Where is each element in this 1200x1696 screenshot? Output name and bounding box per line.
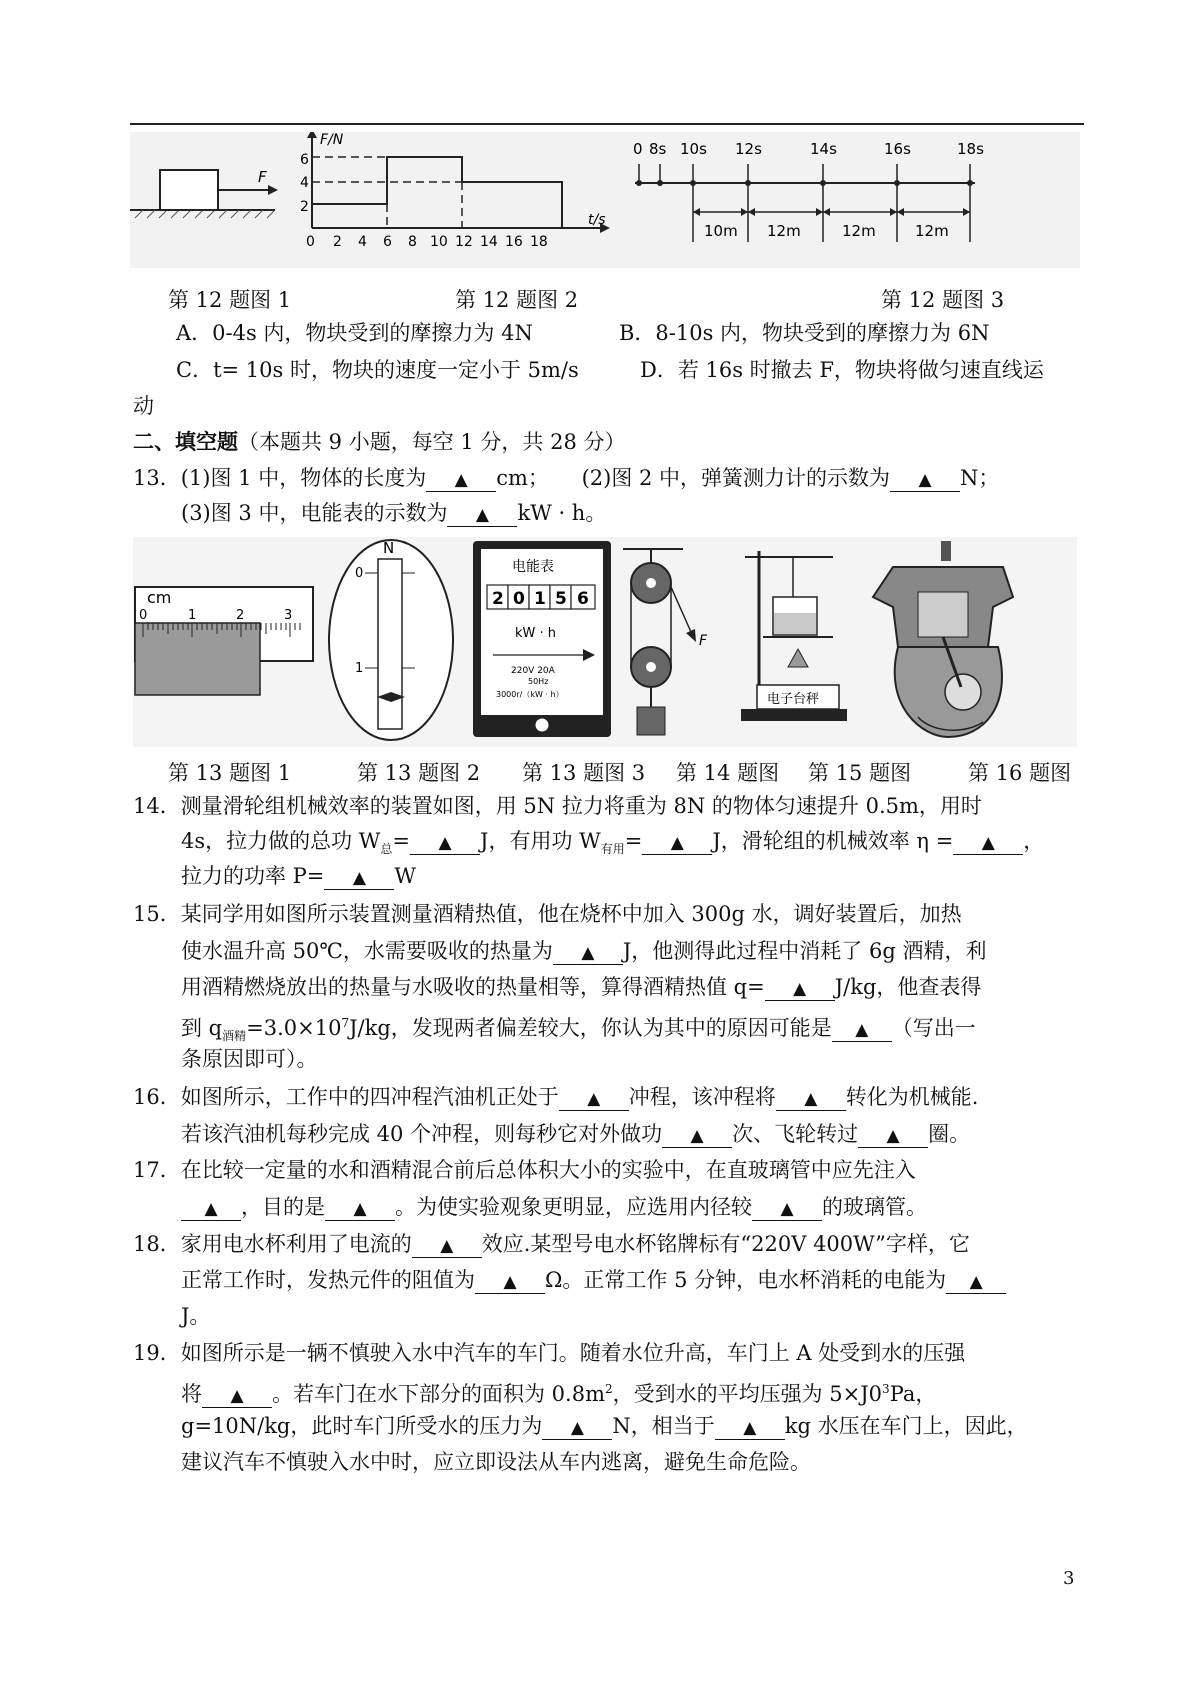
q16-text1a: 如图所示，工作中的四冲程汽油机正处于	[180, 1085, 559, 1109]
answer-blank[interactable]: ▲	[325, 1198, 395, 1221]
meter-digit: 5	[555, 589, 567, 609]
answer-blank[interactable]: ▲	[765, 978, 835, 1001]
time-label: 16s	[884, 140, 911, 158]
q14-text2e: J，滑轮组的机械效率 η =	[712, 829, 954, 853]
q17-text2a: ，目的是	[241, 1195, 325, 1219]
answer-blank[interactable]: ▲	[181, 1198, 241, 1221]
meter-digit: 0	[513, 589, 525, 609]
q15-line3	[181, 972, 981, 1002]
q19-text2c: ，受到水的平均压强为 5×J0	[612, 1382, 883, 1406]
q17-number: 17．	[133, 1158, 181, 1182]
answer-blank[interactable]: ▲	[202, 1385, 272, 1408]
q12-option-b: B．8-10s 内，物块受到的摩擦力为 6N	[619, 321, 990, 345]
q16-text2a: 若该汽油机每秒完成 40 个冲程，则每秒它对外做功	[181, 1122, 663, 1146]
q14-line3	[181, 861, 416, 891]
alcohol-lamp	[788, 649, 808, 667]
q14-caption: 第 14 题图	[676, 761, 780, 785]
q19-text2a: 将	[181, 1382, 202, 1406]
answer-blank[interactable]: ▲	[890, 469, 960, 492]
q17-line2	[181, 1192, 927, 1222]
time-label: 14s	[810, 140, 837, 158]
answer-blank[interactable]: ▲	[553, 942, 623, 965]
q19-line3	[181, 1411, 1028, 1441]
meter-revolutions: 3000r/（kW · h）	[496, 690, 564, 699]
q13-caption-3: 第 13 题图 3	[522, 761, 646, 785]
answer-blank[interactable]: ▲	[642, 832, 712, 855]
q12-option-a: A．0-4s 内，物块受到的摩擦力为 4N	[176, 321, 533, 345]
q14-number: 14．	[133, 794, 181, 818]
q16-caption: 第 16 题图	[968, 761, 1072, 785]
q14-text2f: ，	[1023, 829, 1045, 853]
time-label: 12s	[735, 140, 762, 158]
q18-line2	[181, 1265, 1006, 1295]
weight-block	[637, 707, 665, 735]
section2-heading	[133, 427, 626, 457]
electricity-meter-figure	[473, 541, 611, 737]
answer-blank[interactable]: ▲	[832, 1019, 892, 1042]
q19-line1	[133, 1338, 965, 1368]
q14-text1: 测量滑轮组机械效率的装置如图，用 5N 拉力将重为 8N 的物体匀速提升 0.5m，用时	[180, 794, 982, 818]
q15-line1	[133, 899, 962, 929]
q12-caption-1: 第 12 题图 1	[168, 288, 292, 312]
q15-text4b: =3.0×10	[246, 1016, 342, 1040]
q18-line1	[133, 1229, 970, 1259]
answer-blank[interactable]: ▲	[776, 1088, 846, 1111]
x-axis-label: t/s	[588, 212, 606, 228]
x-tick: 8	[408, 234, 417, 250]
meter-digit: 6	[577, 589, 589, 609]
answer-blank[interactable]: ▲	[858, 1125, 928, 1148]
ruler-figure	[135, 587, 313, 695]
q19-text2b: 。若车门在水下部分的面积为 0.8m	[272, 1382, 605, 1406]
x-tick: 10	[430, 234, 448, 250]
q13-part3: (3)图 3 中，电能表的示数为	[181, 501, 448, 525]
q15-number: 15．	[133, 902, 181, 926]
y-tick: 4	[300, 175, 309, 191]
q12-fig3-timeline	[633, 140, 984, 242]
answer-blank[interactable]: ▲	[447, 504, 517, 527]
q19-text2d: Pa，	[889, 1382, 937, 1406]
page-number: 3	[1063, 1568, 1075, 1589]
section2-title: 二、填空题	[133, 430, 238, 454]
q19-sup-exp: 3	[882, 1382, 890, 1396]
meter-screw	[535, 718, 549, 732]
q13-figure-strip	[133, 537, 1077, 747]
y-axis-label: F/N	[320, 132, 344, 148]
flywheel	[945, 674, 981, 710]
answer-blank[interactable]: ▲	[662, 1125, 732, 1148]
scale-unit: N	[383, 539, 395, 557]
q15-text2a: 使水温升高 50℃，水需要吸收的热量为	[181, 939, 553, 963]
pull-force-label: F	[699, 633, 708, 649]
answer-blank[interactable]: ▲	[953, 832, 1023, 855]
meter-rating: 220V 20A	[511, 666, 555, 676]
q15-text4d: （写出一	[891, 1016, 976, 1040]
x-tick: 14	[480, 234, 498, 250]
force-label: F	[258, 168, 267, 186]
q15-line5: 条原因即可）。	[181, 1047, 318, 1071]
y-tick: 2	[300, 199, 309, 215]
q13-unit2: N；	[960, 466, 1000, 490]
q14-text3a: 拉力的功率 P=	[181, 864, 325, 888]
q12-option-c: C．t= 10s 时，物块的速度一定小于 5m/s	[176, 358, 579, 382]
q13-unit3: kW · h。	[517, 501, 607, 525]
q13-line2	[181, 498, 606, 528]
x-tick: 2	[333, 234, 342, 250]
ruler-tick: 0	[139, 608, 148, 623]
answer-blank[interactable]: ▲	[324, 867, 394, 890]
q13-part1: (1)图 1 中，物体的长度为	[180, 466, 427, 490]
q16-line2	[181, 1119, 970, 1149]
q19-number: 19．	[133, 1341, 181, 1365]
answer-blank[interactable]: ▲	[946, 1271, 1006, 1294]
scale-label: 电子台秤	[767, 692, 820, 707]
y-tick: 6	[300, 152, 309, 168]
q16-number: 16．	[133, 1085, 181, 1109]
meter-digit: 2	[492, 589, 504, 609]
q18-line3: J。	[181, 1304, 211, 1328]
answer-blank[interactable]: ▲	[715, 1417, 785, 1440]
q16-line1	[133, 1082, 978, 1112]
ruler-unit: cm	[147, 588, 172, 607]
q17-text2b: 。为使实验观象更明显，应选用内径较	[395, 1195, 752, 1219]
q14-text2b: =	[392, 829, 411, 853]
q19-text1: 如图所示是一辆不慎驶入水中汽车的车门。随着水位升高，车门上 A 处受到水的压强	[180, 1341, 966, 1365]
meter-title: 电能表	[512, 559, 554, 575]
time-label: 0	[633, 140, 643, 158]
q19-line4: 建议汽车不慎驶入水中时，应立即设法从车内逃离，避免生命危险。	[181, 1450, 811, 1474]
q14-sub-useful: 有用	[600, 842, 625, 857]
heating-apparatus-figure	[741, 551, 847, 721]
q15-caption: 第 15 题图	[808, 761, 912, 785]
meter-frequency: 50Hz	[528, 677, 549, 686]
distance-label: 12m	[842, 222, 876, 240]
meter-unit: kW · h	[515, 626, 557, 641]
q16-text1c: 转化为机械能.	[845, 1085, 979, 1109]
pulley-figure	[623, 549, 708, 735]
q12-figure-strip	[130, 132, 1080, 268]
q15-text4c: J/kg，发现两者偏差较大，你认为其中的原因可能是	[349, 1016, 832, 1040]
spring-scale-figure	[329, 539, 453, 740]
distance-label: 10m	[704, 222, 738, 240]
x-tick: 4	[358, 234, 367, 250]
q12-fig2-graph	[300, 132, 610, 250]
q19-text3b: N，相当于	[612, 1414, 715, 1438]
top-rule	[130, 123, 1084, 125]
q18-text1b: 效应.某型号电水杯铭牌标有“220V 400W”字样，它	[481, 1232, 970, 1256]
q19-sup-area: 2	[604, 1382, 613, 1396]
ruler-tick: 3	[284, 608, 293, 623]
answer-blank[interactable]: ▲	[410, 832, 480, 855]
q14-line2	[181, 826, 1044, 864]
q19-text3c: kg 水压在车门上，因此，	[784, 1414, 1028, 1438]
x-tick: 18	[530, 234, 548, 250]
x-tick: 16	[505, 234, 523, 250]
distance-label: 12m	[767, 222, 801, 240]
q16-text1b: 冲程，该冲程将	[628, 1085, 776, 1109]
ruler-tick: 2	[236, 608, 245, 623]
answer-blank[interactable]: ▲	[412, 1235, 482, 1258]
q12-option-d: D．若 16s 时撤去 F，物块将做匀速直线运	[640, 358, 1044, 382]
q15-sub-alcohol: 酒精	[222, 1029, 247, 1044]
x-tick: 12	[455, 234, 473, 250]
q14-text2a: 4s，拉力做的总功 W	[181, 829, 381, 853]
q13-figures	[133, 537, 1077, 747]
q12-fig1	[130, 168, 278, 218]
q14-line1	[133, 791, 982, 821]
q14-text2d: =	[624, 829, 643, 853]
time-label: 8s	[649, 140, 667, 158]
q19-text3a: g=10N/kg，此时车门所受水的压力为	[181, 1414, 543, 1438]
q16-text2c: 圈。	[928, 1122, 971, 1146]
q13-line1	[133, 463, 999, 493]
q17-text2c: 的玻璃管。	[822, 1195, 927, 1219]
q15-text1: 某同学用如图所示装置测量酒精热值，他在烧杯中加入 300g 水，调好装置后，加热	[180, 902, 962, 926]
q18-text1a: 家用电水杯利用了电流的	[180, 1232, 412, 1256]
time-label: 18s	[957, 140, 984, 158]
q15-text2b: J，他测得此过程中消耗了 6g 酒精，利	[622, 939, 987, 963]
q13-caption-1: 第 13 题图 1	[168, 761, 292, 785]
q14-text3b: W	[394, 864, 416, 888]
answer-blank[interactable]: ▲	[559, 1088, 629, 1111]
q15-sup-exp: 7	[341, 1016, 350, 1030]
q12-option-d-cont: 动	[133, 394, 154, 418]
time-label: 10s	[680, 140, 707, 158]
q18-text2b: Ω。正常工作 5 分钟，电水杯消耗的电能为	[545, 1268, 947, 1292]
q15-text3b: J/kg，他查表得	[834, 975, 982, 999]
x-ticks	[306, 234, 548, 250]
q16-text2b: 次、飞轮转过	[732, 1122, 859, 1146]
answer-blank[interactable]: ▲	[475, 1271, 545, 1294]
q13-unit1: cm；	[496, 466, 549, 490]
q15-text4a: 到 q	[181, 1016, 223, 1040]
scale-tick: 1	[355, 661, 364, 676]
q17-line1	[133, 1155, 916, 1185]
scale-tick: 0	[355, 566, 364, 581]
q18-number: 18．	[133, 1232, 181, 1256]
q13-part2: (2)图 2 中，弹簧测力计的示数为	[581, 466, 891, 490]
q13-number: 13．	[133, 466, 181, 490]
q12-caption-3: 第 12 题图 3	[881, 288, 1005, 312]
q12-figures	[130, 132, 1080, 268]
q17-text1: 在比较一定量的水和酒精混合前后总体积大小的实验中，在直玻璃管中应先注入	[180, 1158, 916, 1182]
distance-label: 12m	[915, 222, 949, 240]
answer-blank[interactable]: ▲	[752, 1198, 822, 1221]
q14-text2c: J，有用功 W	[480, 829, 601, 853]
q18-text2a: 正常工作时，发热元件的阻值为	[181, 1268, 475, 1292]
meter-digit: 1	[534, 589, 546, 609]
q19-line2	[181, 1374, 936, 1409]
ruler-tick: 1	[188, 608, 197, 623]
block	[160, 170, 218, 210]
section2-note: （本题共 9 小题，每空 1 分，共 28 分）	[238, 430, 626, 454]
q12-caption-2: 第 12 题图 2	[455, 288, 579, 312]
piston	[918, 592, 968, 637]
q15-line2	[181, 936, 986, 966]
q13-caption-2: 第 13 题图 2	[357, 761, 481, 785]
q14-sub-total: 总	[380, 842, 393, 857]
x-tick: 6	[383, 234, 392, 250]
x-tick: 0	[306, 234, 315, 250]
q15-text3a: 用酒精燃烧放出的热量与水吸收的热量相等，算得酒精热值 q=	[181, 975, 765, 999]
answer-blank[interactable]: ▲	[426, 469, 496, 492]
answer-blank[interactable]: ▲	[542, 1417, 612, 1440]
engine-figure	[873, 541, 1013, 737]
